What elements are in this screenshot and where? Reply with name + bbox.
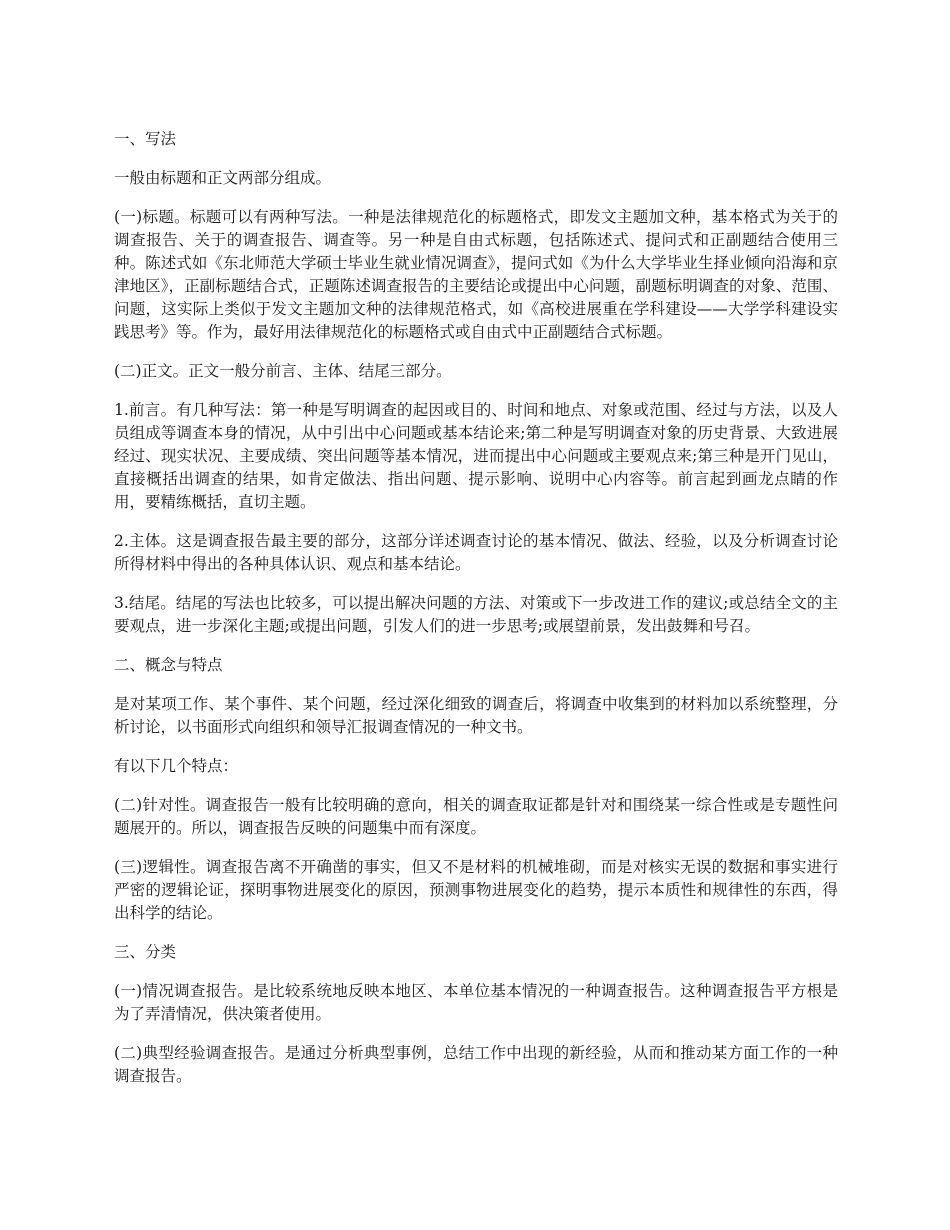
paragraph-logic: (三)逻辑性。调查报告离不开确凿的事实，但又不是材料的机械堆砌，而是对核实无误的数据和事实进行严密的逻辑论证，探明事物进展变化的原因，预测事物进展变化的趋势，提示本质性和规律性的东西，得出科学的结论。 xyxy=(114,858,838,922)
paragraph-preface: 1.前言。有几种写法：第一种是写明调查的起因或目的、时间和地点、对象或范围、经过与方法，以及人员组成等调查本身的情况，从中引出中心问题或基本结论来;第二种是写明调查对象的历史背景、大致进展经过、现实状况、主要成绩、突出问题等基本情况，进而提出中心问题或主要观点来;第三种是开门见山，直接概括出调查的结果，如肯定做法、指出问题、提示影响、说明中心内容等。前言起到画龙点睛的作用，要精练概括，直切主题。 xyxy=(114,401,838,511)
document-body xyxy=(114,128,838,1104)
section-heading-classification: 三、分类 xyxy=(114,943,177,961)
section-heading-concept: 二、概念与特点 xyxy=(114,656,223,674)
paragraph-intro: 一般由标题和正文两部分组成。 xyxy=(114,169,332,187)
paragraph-features-intro: 有以下几个特点： xyxy=(114,757,239,775)
paragraph-experience-report: (二)典型经验调查报告。是通过分析典型事例，总结工作中出现的新经验，从而和推动某方面工作的一种调查报告。 xyxy=(114,1044,838,1085)
paragraph-situation-report: (一)情况调查报告。是比较系统地反映本地区、本单位基本情况的一种调查报告。这种调查报告平方根是为了弄清情况，供决策者使用。 xyxy=(114,982,838,1023)
paragraph-body-parts: (二)正文。正文一般分前言、主体、结尾三部分。 xyxy=(114,362,452,380)
paragraph-title: (一)标题。标题可以有两种写法。一种是法律规范化的标题格式，即发文主题加文种，基本格式为关于的调查报告、关于的调查报告、调查等。另一种是自由式标题，包括陈述式、提问式和正副题结合使用三种。陈述式如《东北师范大学硕士毕业生就业情况调查》，提问式如《为什么大学毕业生择业倾向沿海和京津地区》，正副标题结合式，正题陈述调查报告的主要结论或提出中心问题，副题标明调查的对象、范围、问题，这实际上类似于发文主题加文种的法律规范格式，如《高校进展重在学科建设——大学学科建设实践思考》等。作为，最好用法律规范化的标题格式或自由式中正副题结合式标题。 xyxy=(114,208,838,341)
paragraph-ending: 3.结尾。结尾的写法也比较多，可以提出解决问题的方法、对策或下一步改进工作的建议;或总结全文的主要观点，进一步深化主题;或提出问题，引发人们的进一步思考;或展望前景，发出鼓舞和号召。 xyxy=(114,594,838,635)
paragraph-definition: 是对某项工作、某个事件、某个问题，经过深化细致的调查后，将调查中收集到的材料加以系统整理，分析讨论，以书面形式向组织和领导汇报调查情况的一种文书。 xyxy=(114,695,838,736)
paragraph-main-body: 2.主体。这是调查报告最主要的部分，这部分详述调查讨论的基本情况、做法、经验，以及分析调查讨论所得材料中得出的各种具体认识、观点和基本结论。 xyxy=(114,532,838,573)
section-heading-writing: 一、写法 xyxy=(114,130,177,148)
paragraph-pertinence: (二)针对性。调查报告一般有比较明确的意向，相关的调查取证都是针对和围绕某一综合性或是专题性问题展开的。所以，调查报告反映的问题集中而有深度。 xyxy=(114,796,838,837)
